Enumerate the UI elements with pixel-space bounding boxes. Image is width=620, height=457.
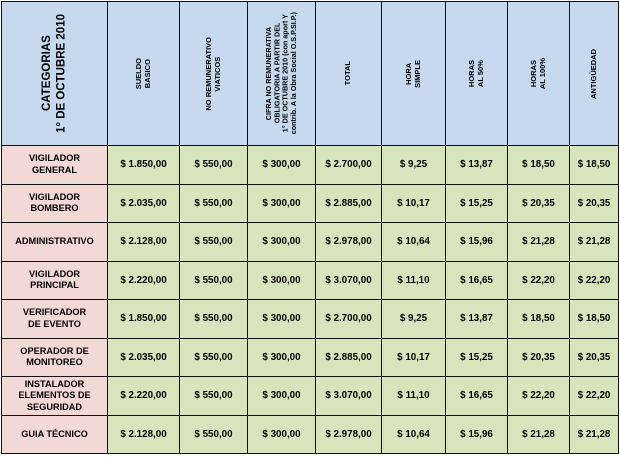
value-cell-hora-simple: $ 9,25 <box>382 300 446 339</box>
value-cell-sueldo-basico: $ 1.850,00 <box>108 146 180 185</box>
value-cell-sueldo-basico: $ 2.220,00 <box>108 261 180 300</box>
table-row <box>2 338 619 377</box>
category-cell: VIGILADOR BOMBERO <box>2 184 108 223</box>
value-cell-horas-50: $ 16,65 <box>446 261 508 300</box>
category-cell: VERIFICADOR DE EVENTO <box>2 300 108 339</box>
value-cell-horas-100: $ 18,50 <box>508 146 570 185</box>
header-horas-100: HORAS AL 100% <box>508 2 570 146</box>
value-cell-total: $ 2.978,00 <box>316 415 382 454</box>
value-cell-total: $ 3.070,00 <box>316 261 382 300</box>
value-cell-cifra-no-remunerativa: $ 300,00 <box>248 415 316 454</box>
table-body <box>2 146 619 454</box>
value-cell-sueldo-basico: $ 2.220,00 <box>108 377 180 416</box>
value-cell-horas-100: $ 18,50 <box>508 300 570 339</box>
table-row <box>2 184 619 223</box>
table-row <box>2 300 619 339</box>
category-cell: VIGILADOR GENERAL <box>2 146 108 185</box>
category-cell: VIGILADOR PRINCIPAL <box>2 261 108 300</box>
value-cell-antiguedad: $ 20,35 <box>570 338 619 377</box>
value-cell-hora-simple: $ 10,64 <box>382 415 446 454</box>
value-cell-total: $ 2.978,00 <box>316 223 382 262</box>
value-cell-antiguedad: $ 21,28 <box>570 415 619 454</box>
value-cell-sueldo-basico: $ 1.850,00 <box>108 300 180 339</box>
value-cell-no-remunerativo: $ 550,00 <box>180 223 248 262</box>
value-cell-total: $ 2.700,00 <box>316 300 382 339</box>
header-no-remunerativo: NO REMUNERATIVO VIATICOS <box>180 2 248 146</box>
value-cell-no-remunerativo: $ 550,00 <box>180 338 248 377</box>
value-cell-hora-simple: $ 10,17 <box>382 184 446 223</box>
value-cell-cifra-no-remunerativa: $ 300,00 <box>248 377 316 416</box>
value-cell-horas-100: $ 21,28 <box>508 415 570 454</box>
value-cell-sueldo-basico: $ 2.035,00 <box>108 338 180 377</box>
value-cell-horas-50: $ 13,87 <box>446 300 508 339</box>
value-cell-horas-50: $ 15,96 <box>446 223 508 262</box>
value-cell-hora-simple: $ 10,64 <box>382 223 446 262</box>
salary-table <box>1 1 619 454</box>
table-row <box>2 261 619 300</box>
header-horas-50: HORAS AL 50% <box>446 2 508 146</box>
value-cell-no-remunerativo: $ 550,00 <box>180 377 248 416</box>
category-cell: ADMINISTRATIVO <box>2 223 108 262</box>
value-cell-total: $ 2.885,00 <box>316 184 382 223</box>
value-cell-no-remunerativo: $ 550,00 <box>180 415 248 454</box>
header-sueldo-basico: SUELDO BASICO <box>108 2 180 146</box>
table-row <box>2 223 619 262</box>
header-hora-simple: HORA SIMPLE <box>382 2 446 146</box>
value-cell-total: $ 3.070,00 <box>316 377 382 416</box>
value-cell-cifra-no-remunerativa: $ 300,00 <box>248 184 316 223</box>
table-row <box>2 415 619 454</box>
value-cell-horas-100: $ 20,35 <box>508 184 570 223</box>
value-cell-cifra-no-remunerativa: $ 300,00 <box>248 261 316 300</box>
value-cell-sueldo-basico: $ 2.035,00 <box>108 184 180 223</box>
header-cifra-no-remunerativa: CIFRA NO REMUNERATIVA OBLIGATORIA A PARTIR DEL 1° DE OCTUBRE 2010 (con aport Y contrib. A la Obra Social O.S.P.SI.P.) <box>248 2 316 146</box>
value-cell-no-remunerativo: $ 550,00 <box>180 261 248 300</box>
value-cell-horas-50: $ 16,65 <box>446 377 508 416</box>
value-cell-horas-100: $ 22,20 <box>508 377 570 416</box>
value-cell-antiguedad: $ 22,20 <box>570 261 619 300</box>
value-cell-antiguedad: $ 21,28 <box>570 223 619 262</box>
category-cell: GUIA TÉCNICO <box>2 415 108 454</box>
value-cell-no-remunerativo: $ 550,00 <box>180 146 248 185</box>
value-cell-sueldo-basico: $ 2.128,00 <box>108 415 180 454</box>
header-total: TOTAL <box>316 2 382 146</box>
value-cell-hora-simple: $ 11,10 <box>382 377 446 416</box>
header-categorias: CATEGORIAS 1° DE OCTUBRE 2010 <box>2 2 108 146</box>
value-cell-cifra-no-remunerativa: $ 300,00 <box>248 338 316 377</box>
value-cell-cifra-no-remunerativa: $ 300,00 <box>248 300 316 339</box>
category-cell: OPERADOR DE MONITOREO <box>2 338 108 377</box>
value-cell-antiguedad: $ 20,35 <box>570 184 619 223</box>
value-cell-total: $ 2.700,00 <box>316 146 382 185</box>
value-cell-antiguedad: $ 18,50 <box>570 300 619 339</box>
value-cell-antiguedad: $ 18,50 <box>570 146 619 185</box>
value-cell-cifra-no-remunerativa: $ 300,00 <box>248 223 316 262</box>
value-cell-hora-simple: $ 11,10 <box>382 261 446 300</box>
value-cell-horas-50: $ 15,25 <box>446 338 508 377</box>
value-cell-hora-simple: $ 9,25 <box>382 146 446 185</box>
header-antiguedad: ANTIGÜEDAD <box>570 2 619 146</box>
value-cell-horas-50: $ 15,25 <box>446 184 508 223</box>
value-cell-horas-100: $ 21,28 <box>508 223 570 262</box>
value-cell-no-remunerativo: $ 550,00 <box>180 184 248 223</box>
value-cell-cifra-no-remunerativa: $ 300,00 <box>248 146 316 185</box>
value-cell-horas-100: $ 20,35 <box>508 338 570 377</box>
value-cell-horas-50: $ 15,96 <box>446 415 508 454</box>
header-row <box>2 2 619 146</box>
value-cell-horas-100: $ 22,20 <box>508 261 570 300</box>
value-cell-total: $ 2.885,00 <box>316 338 382 377</box>
table-row <box>2 146 619 185</box>
category-cell: INSTALADOR ELEMENTOS DE SEGURIDAD <box>2 377 108 416</box>
value-cell-horas-50: $ 13,87 <box>446 146 508 185</box>
value-cell-sueldo-basico: $ 2.128,00 <box>108 223 180 262</box>
value-cell-antiguedad: $ 22,20 <box>570 377 619 416</box>
table-row <box>2 377 619 416</box>
value-cell-hora-simple: $ 10,17 <box>382 338 446 377</box>
value-cell-no-remunerativo: $ 550,00 <box>180 300 248 339</box>
